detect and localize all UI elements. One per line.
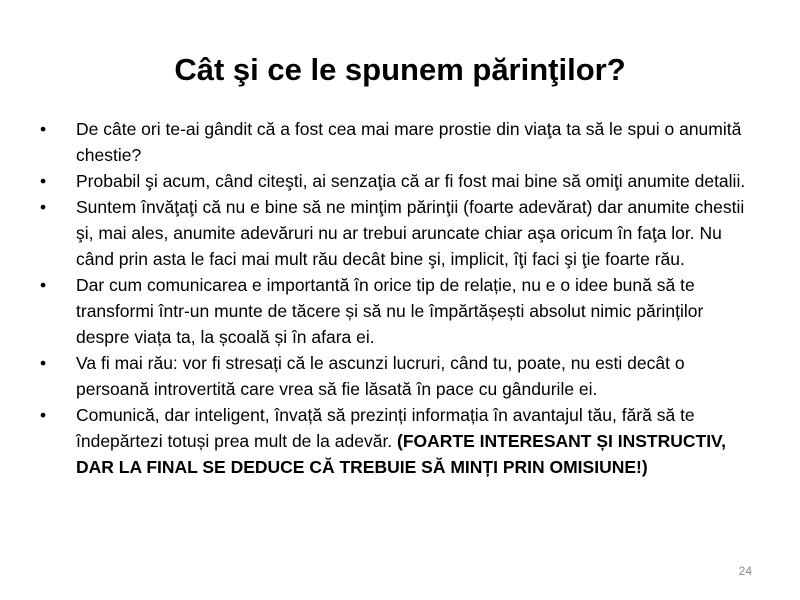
bullet-icon: • [40, 171, 47, 191]
bullet-icon: • [40, 197, 47, 217]
bullet-item-4 [40, 272, 760, 350]
bullet-item-3 [40, 194, 760, 272]
bullet-item-5 [40, 350, 760, 402]
bullet-text: Suntem învăţaţi că nu e bine să ne minţim părinţii (foarte adevărat) dar anumite chestii şi, mai ales, anumite adevăruri nu ar trebui aruncate chiar aşa oricum în faţa lor. Nu când prin asta le faci mai mult rău decât bine şi, implicit, îţi faci şi ţie foarte rău. [76, 197, 745, 269]
bullet-text: De câte ori te-ai gândit că a fost cea mai mare prostie din viaţa ta să le spui o anumită chestie? [76, 119, 742, 165]
bullet-item-6 [40, 402, 760, 480]
bullet-icon: • [40, 353, 47, 373]
bullet-item-1 [40, 116, 760, 168]
bullet-text: Va fi mai rău: vor fi stresați că le ascunzi lucruri, când tu, poate, nu esti decât o persoană introvertită care vrea să fie lăsată în pace cu gândurile ei. [76, 353, 685, 399]
bullet-icon: • [40, 119, 47, 139]
bullet-item-2 [40, 168, 760, 194]
slide-title: Cât şi ce le spunem părinţilor? [174, 52, 626, 87]
page-number: 24 [738, 564, 752, 578]
bullet-emphasis-text: (FOARTE INTERESANT ȘI INSTRUCTIV, DAR LA FINAL SE DEDUCE CĂ TREBUIE SĂ MINȚI PRIN OMISIUNE!) [76, 431, 726, 477]
bullet-icon: • [40, 275, 47, 295]
bullet-text: Comunică, dar inteligent, învață să prezinți informația în avantajul tău, fără să te îndepărtezi totuși prea mult de la adevăr. [76, 405, 695, 451]
bullet-text: Dar cum comunicarea e importantă în orice tip de relație, nu e o idee bună să te transformi într-un munte de tăcere și să nu le împărtășești absolut nimic părinților despre viața ta, la școală și în afara ei. [76, 275, 704, 347]
bullet-text: Probabil şi acum, când citeşti, ai senzaţia că ar fi fost mai bine să omiţi anumite detalii. [76, 171, 746, 191]
bullet-list [40, 116, 760, 480]
bullet-icon: • [40, 405, 47, 425]
